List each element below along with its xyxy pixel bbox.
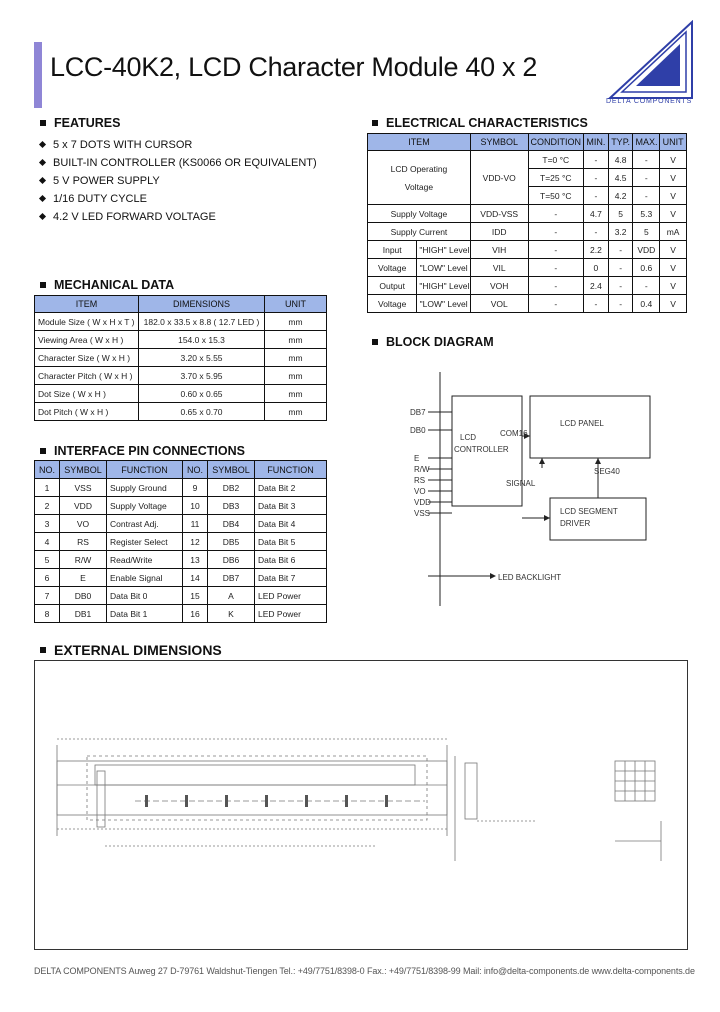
col-header: TYP.	[608, 134, 633, 151]
table-row	[35, 403, 327, 421]
cell: 8	[35, 605, 60, 623]
pcb-outline	[87, 756, 427, 820]
viewing-area-outline	[95, 765, 415, 785]
cell: 5	[633, 223, 660, 241]
arrow-icon	[490, 573, 496, 579]
cell: Data Bit 5	[255, 533, 327, 551]
bullet-square-icon	[40, 282, 46, 288]
cell: VOL	[470, 295, 528, 313]
side-view-outline	[465, 763, 477, 819]
title-accent-bar	[34, 42, 42, 108]
cell: Data Bit 0	[107, 587, 183, 605]
col-header: SYMBOL	[208, 461, 255, 479]
cell: 4.5	[608, 169, 633, 187]
cell: RS	[60, 533, 107, 551]
cell: DB0	[60, 587, 107, 605]
table-row	[35, 497, 327, 515]
diamond-bullet-icon	[39, 159, 46, 166]
cell: mm	[265, 313, 327, 331]
cell: 14	[183, 569, 208, 587]
cell: 11	[183, 515, 208, 533]
cell: 4	[35, 533, 60, 551]
connector-outline	[97, 771, 105, 827]
external-dimensions-heading: EXTERNAL DIMENSIONS	[40, 642, 222, 658]
page-title: LCC-40K2, LCD Character Module 40 x 2	[50, 52, 538, 82]
segment-driver-label: DRIVER	[560, 519, 591, 528]
cell: V	[660, 241, 687, 259]
cell: 154.0 x 15.3	[139, 331, 265, 349]
pin-label: E	[414, 454, 420, 463]
table-row	[368, 241, 687, 259]
table-row	[35, 551, 327, 569]
pin-label: VO	[414, 487, 426, 496]
cell: DB4	[208, 515, 255, 533]
cell: Data Bit 7	[255, 569, 327, 587]
cell: "HIGH" Level	[417, 277, 471, 295]
external-dimensions-box	[34, 660, 688, 950]
cell: 182.0 x 33.5 x 8.8 ( 12.7 LED )	[139, 313, 265, 331]
cell: 16	[183, 605, 208, 623]
cell: -	[608, 295, 633, 313]
cell: 1	[35, 479, 60, 497]
diamond-bullet-icon	[39, 213, 46, 220]
cell: Data Bit 3	[255, 497, 327, 515]
signal-label: SIGNAL	[506, 479, 536, 488]
table-row	[35, 605, 327, 623]
bullet-square-icon	[372, 120, 378, 126]
cell: 0	[584, 259, 609, 277]
table-row	[35, 367, 327, 385]
table-row	[35, 587, 327, 605]
cell: 9	[183, 479, 208, 497]
cell: Data Bit 2	[255, 479, 327, 497]
feature-item: 5 V POWER SUPPLY	[40, 172, 317, 190]
cell: 6	[35, 569, 60, 587]
cell: -	[633, 277, 660, 295]
block-diagram	[410, 358, 680, 620]
arrow-icon	[539, 458, 545, 464]
cell: -	[528, 223, 584, 241]
bullet-square-icon	[372, 339, 378, 345]
cell: VDD-VO	[470, 151, 528, 205]
cell: -	[633, 151, 660, 169]
cell: T=50 °C	[528, 187, 584, 205]
cell: 7	[35, 587, 60, 605]
table-row	[368, 151, 687, 169]
table-row	[368, 205, 687, 223]
cell: 3.2	[608, 223, 633, 241]
cell: 3	[35, 515, 60, 533]
cell: 5.3	[633, 205, 660, 223]
cell: -	[584, 169, 609, 187]
external-dimensions-drawing	[35, 661, 687, 949]
diamond-bullet-icon	[39, 195, 46, 202]
cell: Dot Pitch ( W x H )	[35, 403, 139, 421]
cell: V	[660, 187, 687, 205]
cell: -	[528, 241, 584, 259]
cell: mm	[265, 349, 327, 367]
diamond-bullet-icon	[39, 177, 46, 184]
cell: R/W	[60, 551, 107, 569]
cell: DB7	[208, 569, 255, 587]
cell: LED Power	[255, 587, 327, 605]
cell: -	[584, 151, 609, 169]
cell: V	[660, 277, 687, 295]
table-row	[368, 277, 687, 295]
features-list	[40, 136, 317, 226]
cell: V	[660, 205, 687, 223]
cell: LED Power	[255, 605, 327, 623]
table-row	[35, 533, 327, 551]
table-row	[35, 515, 327, 533]
cell: 3.20 x 5.55	[139, 349, 265, 367]
cell: V	[660, 169, 687, 187]
arrow-icon	[544, 515, 550, 521]
col-header: MIN.	[584, 134, 609, 151]
cell: 12	[183, 533, 208, 551]
col-header: DIMENSIONS	[139, 296, 265, 313]
col-header: NO.	[183, 461, 208, 479]
cell: Data Bit 1	[107, 605, 183, 623]
cell: VDD	[633, 241, 660, 259]
cell: DB6	[208, 551, 255, 569]
feature-item: 1/16 DUTY CYCLE	[40, 190, 317, 208]
cell: Data Bit 4	[255, 515, 327, 533]
cell: mA	[660, 223, 687, 241]
cell: DB1	[60, 605, 107, 623]
cell: 2.2	[584, 241, 609, 259]
cell: mm	[265, 331, 327, 349]
controller-label: LCD	[460, 433, 477, 442]
col-header: NO.	[35, 461, 60, 479]
cell: 5	[608, 205, 633, 223]
block-diagram-heading: BLOCK DIAGRAM	[372, 335, 494, 349]
cell: 0.6	[633, 259, 660, 277]
cell: Viewing Area ( W x H )	[35, 331, 139, 349]
col-header: ITEM	[368, 134, 471, 151]
table-row	[368, 295, 687, 313]
cell: Contrast Adj.	[107, 515, 183, 533]
cell: DB5	[208, 533, 255, 551]
cell: Supply Ground	[107, 479, 183, 497]
cell: -	[608, 277, 633, 295]
cell: mm	[265, 385, 327, 403]
cell: -	[584, 223, 609, 241]
mechanical-heading: MECHANICAL DATA	[40, 278, 174, 292]
cell: 0.4	[633, 295, 660, 313]
cell: "LOW" Level	[417, 295, 471, 313]
diamond-bullet-icon	[39, 141, 46, 148]
cell: -	[608, 241, 633, 259]
col-header: ITEM	[35, 296, 139, 313]
table-row	[35, 569, 327, 587]
bullet-square-icon	[40, 647, 46, 653]
cell: "LOW" Level	[417, 259, 471, 277]
cell: IDD	[470, 223, 528, 241]
bullet-square-icon	[40, 448, 46, 454]
table-row	[35, 385, 327, 403]
cell: V	[660, 259, 687, 277]
table-header-row	[35, 461, 327, 479]
cell: A	[208, 587, 255, 605]
col-header: MAX.	[633, 134, 660, 151]
cell: 5	[35, 551, 60, 569]
col-header: SYMBOL	[60, 461, 107, 479]
cell: VDD	[60, 497, 107, 515]
cell: Supply Voltage	[368, 205, 471, 223]
electrical-table	[367, 133, 687, 313]
cell: T=25 °C	[528, 169, 584, 187]
col-header: FUNCTION	[107, 461, 183, 479]
cell: -	[633, 169, 660, 187]
cell: T=0 °C	[528, 151, 584, 169]
seg40-label: SEG40	[594, 467, 620, 476]
cell: 2.4	[584, 277, 609, 295]
feature-item: BUILT-IN CONTROLLER (KS0066 OR EQUIVALENT)	[40, 154, 317, 172]
table-header-row	[35, 296, 327, 313]
cell: DB2	[208, 479, 255, 497]
cell: V	[660, 295, 687, 313]
electrical-heading: ELECTRICAL CHARACTERISTICS	[372, 116, 588, 130]
mechanical-table	[34, 295, 327, 421]
cell: Voltage	[368, 259, 417, 277]
feature-item: 4.2 V LED FORWARD VOLTAGE	[40, 208, 317, 226]
cell: K	[208, 605, 255, 623]
cell: 10	[183, 497, 208, 515]
cell: mm	[265, 403, 327, 421]
cell: E	[60, 569, 107, 587]
cell: VIL	[470, 259, 528, 277]
cell: VO	[60, 515, 107, 533]
footer-contact: DELTA COMPONENTS Auweg 27 D-79761 Waldshut-Tiengen Tel.: +49/7751/8398-0 Fax.: +49/7751/8398-99 Mail: info@delta-components.de www.delta-components.de	[34, 966, 695, 976]
cell: VDD-VSS	[470, 205, 528, 223]
cell: Dot Size ( W x H )	[35, 385, 139, 403]
col-header: SYMBOL	[470, 134, 528, 151]
cell: 4.2	[608, 187, 633, 205]
pin-label: RS	[414, 476, 426, 485]
table-row	[368, 259, 687, 277]
cell: Output	[368, 277, 417, 295]
col-header: FUNCTION	[255, 461, 327, 479]
cell: 4.7	[584, 205, 609, 223]
cell: Character Pitch ( W x H )	[35, 367, 139, 385]
feature-item: 5 x 7 DOTS WITH CURSOR	[40, 136, 317, 154]
cell: Supply Current	[368, 223, 471, 241]
cell: DB3	[208, 497, 255, 515]
cell: Data Bit 6	[255, 551, 327, 569]
cell: Supply Voltage	[107, 497, 183, 515]
pin-label: DB7	[410, 408, 426, 417]
cell: -	[528, 277, 584, 295]
cell: VOH	[470, 277, 528, 295]
cell: -	[528, 205, 584, 223]
cell: -	[584, 295, 609, 313]
table-row	[35, 331, 327, 349]
arrow-icon	[595, 458, 601, 464]
lcd-operating-voltage-label: LCD Operating Voltage	[368, 151, 471, 205]
cell: -	[633, 187, 660, 205]
col-header: UNIT	[265, 296, 327, 313]
cell: 3.70 x 5.95	[139, 367, 265, 385]
segment-driver-label: LCD SEGMENT	[560, 507, 618, 516]
lcd-panel-label: LCD PANEL	[560, 419, 604, 428]
table-row	[35, 349, 327, 367]
cell: -	[608, 259, 633, 277]
logo-text: DELTA COMPONENTS	[606, 98, 693, 105]
col-header: UNIT	[660, 134, 687, 151]
pin-label: VDD	[414, 498, 431, 507]
col-header: CONDITION	[528, 134, 584, 151]
cell: Voltage	[368, 295, 417, 313]
pin-label: R/W	[414, 465, 430, 474]
pin-label: VSS	[414, 509, 431, 518]
backlight-label: LED BACKLIGHT	[498, 573, 562, 582]
features-heading: FEATURES	[40, 116, 120, 130]
cell: -	[528, 259, 584, 277]
interface-heading: INTERFACE PIN CONNECTIONS	[40, 444, 245, 458]
cell: 13	[183, 551, 208, 569]
cell: -	[584, 187, 609, 205]
table-row	[368, 223, 687, 241]
cell: V	[660, 151, 687, 169]
pin-label: DB0	[410, 426, 426, 435]
cell: Module Size ( W x H x T )	[35, 313, 139, 331]
cell: VSS	[60, 479, 107, 497]
cell: VIH	[470, 241, 528, 259]
cell: Character Size ( W x H )	[35, 349, 139, 367]
table-header-row	[368, 134, 687, 151]
interface-table	[34, 460, 327, 623]
cell: "HIGH" Level	[417, 241, 471, 259]
table-row	[35, 313, 327, 331]
cell: mm	[265, 367, 327, 385]
cell: 0.65 x 0.70	[139, 403, 265, 421]
com-label: COM16	[500, 429, 528, 438]
table-row	[35, 479, 327, 497]
bullet-square-icon	[40, 120, 46, 126]
cell: Input	[368, 241, 417, 259]
cell: Read/Write	[107, 551, 183, 569]
cell: 4.8	[608, 151, 633, 169]
module-outline	[57, 761, 447, 815]
cell: 0.60 x 0.65	[139, 385, 265, 403]
delta-components-logo	[606, 20, 702, 112]
cell: 15	[183, 587, 208, 605]
cell: -	[528, 295, 584, 313]
cell: 2	[35, 497, 60, 515]
cell: Enable Signal	[107, 569, 183, 587]
cell: Register Select	[107, 533, 183, 551]
controller-label: CONTROLLER	[454, 445, 509, 454]
